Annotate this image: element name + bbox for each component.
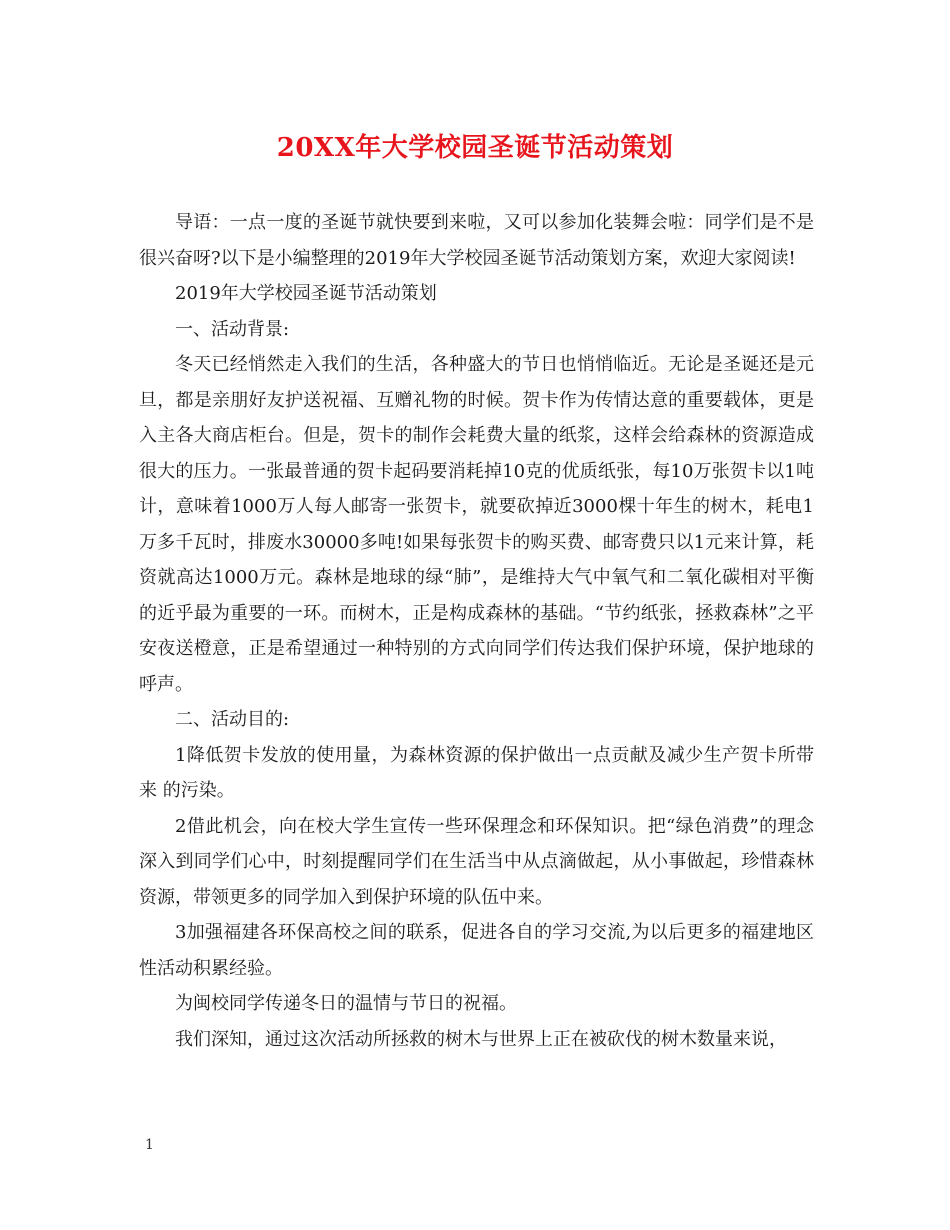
paragraph-subtitle: 2019年大学校园圣诞节活动策划: [175, 283, 437, 304]
paragraph-closing: 我们深知，通过这次活动所拯救的树木与世界上正在被砍伐的树木数量来说，: [175, 1028, 787, 1050]
document-title: 20XX年大学校园圣诞节活动策划: [276, 133, 674, 163]
paragraph-background: 冬天已经悄然走入我们的生活，各种盛大的节日也悄悄临近。无论是圣诞还是元旦，都是亲朋好友护送祝福、互赠礼物的时候。贺卡作为传情达意的重要载体，更是入主各大商店柜台。但是，贺卡的制作会耗费大量的纸浆，这样会给森林的资源造成很大的压力。一张最普通的贺卡起码要消耗掉10克的优质纸张，每10万张贺卡以1吨计，意味着1000万人每人邮寄一张贺卡，就要砍掉近3000棵十年生的树木，耗电1万多千瓦时，排废水30000多吨!如果每张贺卡的购买费、邮寄费只以1元来计算，耗资就高达1000万元。森林是地球的绿“肺”，是维持大气中氧气和二氧化碳相对平衡的近乎最为重要的一环。而树木，正是构成森林的基础。“节约纸张，拯救森林”之平安夜送橙意，正是希望通过一种特别的方式向同学们传达我们保护环境，保护地球的呼声。: [139, 354, 814, 695]
section-heading-background: 一、活动背景:: [175, 318, 290, 340]
paragraph-purpose-1: 1降低贺卡发放的使用量，为森林资源的保护做出一点贡献及减少生产贺卡所带来 的污染。: [139, 744, 814, 801]
section-heading-purpose: 二、活动目的:: [175, 709, 290, 730]
paragraph-intro: 导语：一点一度的圣诞节就快要到来啦，又可以参加化装舞会啦：同学们是不是很兴奋呀?以下是小编整理的2019年大学校园圣诞节活动策划方案，欢迎大家阅读!: [139, 212, 814, 269]
paragraph-purpose-2: 2借此机会，向在校大学生宣传一些环保理念和环保知识。把“绿色消费”的理念 深入到同学们心中，时刻提醒同学们在生活当中从点滴做起，从小事做起，珍惜森林资源，带领更多的同学加入到保护环境的队伍中来。: [139, 815, 814, 908]
document-body: [139, 205, 814, 1057]
paragraph-purpose-3: 3加强福建各环保高校之间的联系，促进各自的学习交流,为以后更多的福建地区性活动积累经验。: [139, 922, 814, 979]
paragraph-warmth: 为闽校同学传递冬日的温情与节日的祝福。: [175, 993, 517, 1014]
page-number: 1: [145, 1137, 154, 1153]
